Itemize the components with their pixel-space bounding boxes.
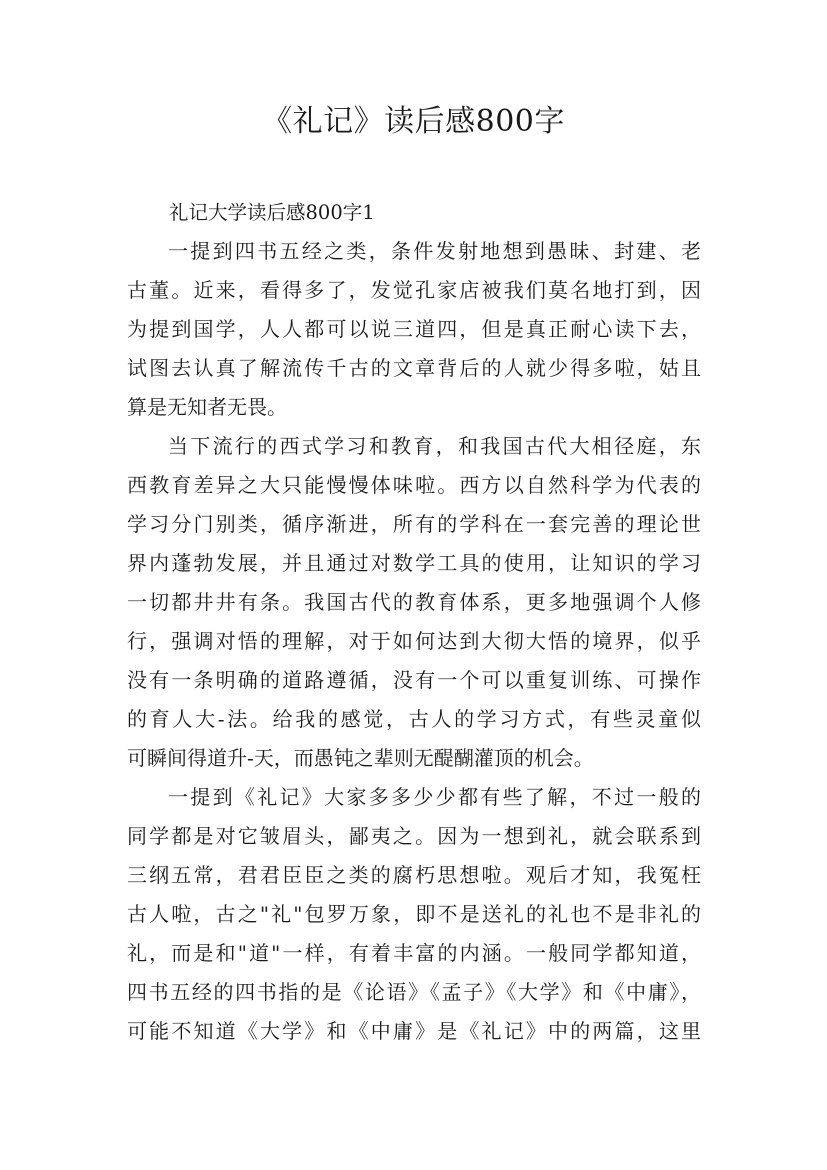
paragraph-line: 行，强调对悟的理解，对于如何达到大彻大悟的境界，似乎 <box>127 629 701 653</box>
paragraph-3 <box>127 778 701 1051</box>
paragraph-line: 试图去认真了解流传千古的文章背后的人就少得多啦，姑且 <box>127 356 701 380</box>
paragraph-line: 为提到国学，人人都可以说三道四，但是真正耐心读下去， <box>127 317 701 341</box>
paragraph-line: 三纲五常，君君臣臣之类的腐朽思想啦。观后才知，我冤枉 <box>127 863 701 887</box>
paragraph-line: 可能不知道《大学》和《中庸》是《礼记》中的两篇，这里 <box>127 1019 701 1043</box>
paragraph-line: 算是无知者无畏。 <box>127 395 287 419</box>
paragraph-line: 同学都是对它皱眉头，鄙夷之。因为一想到礼，就会联系到 <box>127 824 701 848</box>
paragraph-line: 学习分门别类，循序渐进，所有的学科在一套完善的理论世 <box>127 512 701 536</box>
paragraph-line: 西教育差异之大只能慢慢体味啦。西方以自然科学为代表的 <box>127 473 701 497</box>
paragraph-line: 界内蓬勃发展，并且通过对数学工具的使用，让知识的学习 <box>127 551 701 575</box>
paragraph-line: 一提到四书五经之类，条件发射地想到愚昧、封建、老 <box>168 239 701 263</box>
paragraph-line: 当下流行的西式学习和教育，和我国古代大相径庭，东 <box>168 434 701 458</box>
paragraph-line: 古董。近来，看得多了，发觉孔家店被我们莫名地打到，因 <box>127 278 701 302</box>
paragraph-line: 四书五经的四书指的是《论语》《孟子》《大学》和《中庸》， <box>127 980 701 1004</box>
document-body <box>127 193 701 1051</box>
paragraph-1 <box>127 232 701 427</box>
paragraph-line: 古人啦，古之"礼"包罗万象，即不是送礼的礼也不是非礼的 <box>127 902 701 926</box>
paragraph-line: 的育人大-法。给我的感觉，古人的学习方式，有些灵童似 <box>127 707 701 731</box>
paragraph-line: 可瞬间得道升-天，而愚钝之辈则无醍醐灌顶的机会。 <box>127 746 594 770</box>
document-title: 《礼记》读后感800字 <box>262 104 565 139</box>
paragraph-line: 一提到《礼记》大家多多少少都有些了解，不过一般的 <box>168 785 701 809</box>
paragraph-line: 没有一条明确的道路遵循，没有一个可以重复训练、可操作 <box>127 668 701 692</box>
paragraph-line: 礼，而是和"道"一样，有着丰富的内涵。一般同学都知道， <box>127 941 701 965</box>
section-subtitle: 礼记大学读后感800字1 <box>169 201 375 224</box>
paragraph-line: 一切都井井有条。我国古代的教育体系，更多地强调个人修 <box>127 590 701 614</box>
paragraph-2 <box>127 427 701 778</box>
